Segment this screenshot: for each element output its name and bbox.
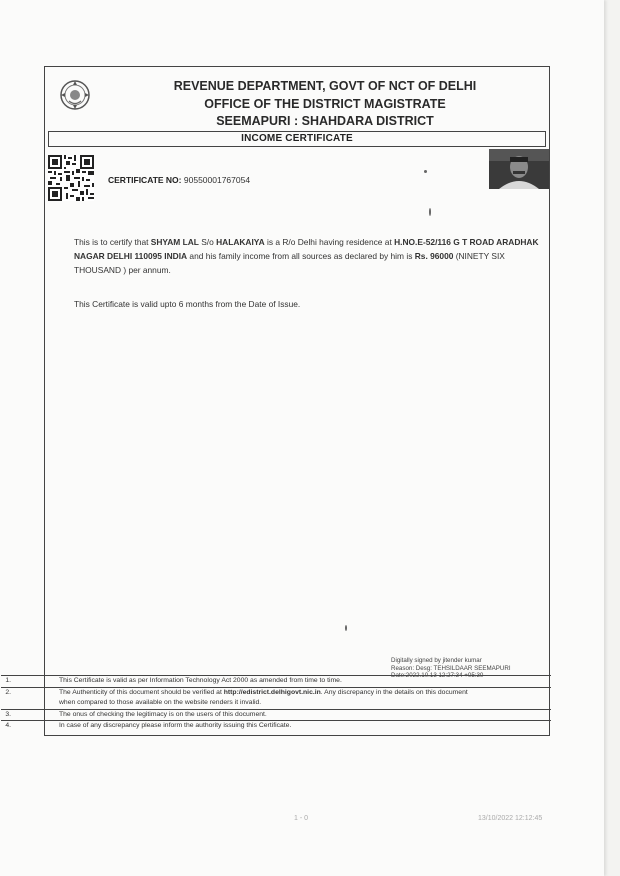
note-number: 1. [5,677,11,684]
certificate-number: 90550001767054 [183,175,251,185]
scan-speck [424,170,427,173]
delhi-police-emblem-icon [59,79,91,111]
residence-address: H.NO.E-52/116 G T ROAD ARADHAK NAGAR DELHI 110095 INDIA [74,237,539,261]
list-item [1,720,551,732]
office-heading: OFFICE OF THE DISTRICT MAGISTRATE [204,97,446,111]
body-text-1: This is to certify that [74,237,151,247]
list-item [1,687,551,699]
certificate-title: INCOME CERTIFICATE [48,131,546,147]
list-item [1,698,551,709]
body-text-4: and his family income from all sources as declared by him is [187,251,415,261]
certificate-body [74,235,540,277]
body-text-2: S/o [198,237,217,247]
applicant-photo [489,149,549,189]
note-number: 4. [5,722,11,730]
note-text: when compared to those available on the website renders it invalid. [59,699,262,707]
scan-speck [429,208,431,216]
father-name: HALAKAIYA [216,237,265,247]
validity-statement: This Certificate is valid upto 6 months from the Date of Issue. [74,299,301,309]
applicant-name: SHYAM LAL [150,237,199,247]
body-text-3: is a R/o Delhi having residence at [264,237,395,247]
body-text-5: (NINETY SIX THOUSAND ) per annum. [74,251,505,275]
note-text: . Any discrepancy in the details on this document [320,688,468,696]
signature-date: Date:2022.10.13 12:27:34 +05:30 [391,672,484,680]
note-number: 2. [5,688,11,696]
department-heading: REVENUE DEPARTMENT, GOVT OF NCT OF DELHI [173,79,477,93]
signature-signer: Digitally signed by jitender kumar [391,657,482,664]
certificate-number-label: CERTIFICATE NO: [108,175,182,185]
certificate-number-line [108,175,250,185]
district-heading: SEEMAPURI : SHAHDARA DISTRICT [216,114,434,128]
qr-code-icon [48,155,94,201]
signature-reason: Reason: Desg: TEHSILDAAR SEEMAPURI [391,664,511,672]
income-amount: Rs. 96000 [414,251,454,261]
page-indicator: 1 - 0 [294,815,309,822]
note-text: The Authenticity of this document should be verified at [59,688,224,696]
note-text: This Certificate is valid as per Information Technology Act 2000 as amended from time to time. [59,677,342,684]
certificate-frame [5,66,550,736]
print-timestamp: 13/10/2022 12:12:45 [478,815,543,822]
verification-link[interactable]: http://edistrict.delhigovt.nic.in [223,688,321,696]
note-number: 3. [5,710,11,718]
note-text: The onus of checking the legitimacy is on the users of this document. [59,710,267,718]
scan-speck [345,625,347,631]
list-item [1,709,551,721]
terms-list [1,675,551,732]
note-text: In case of any discrepancy please inform the authority issuing this Certificate. [59,722,292,730]
list-item [1,675,551,687]
